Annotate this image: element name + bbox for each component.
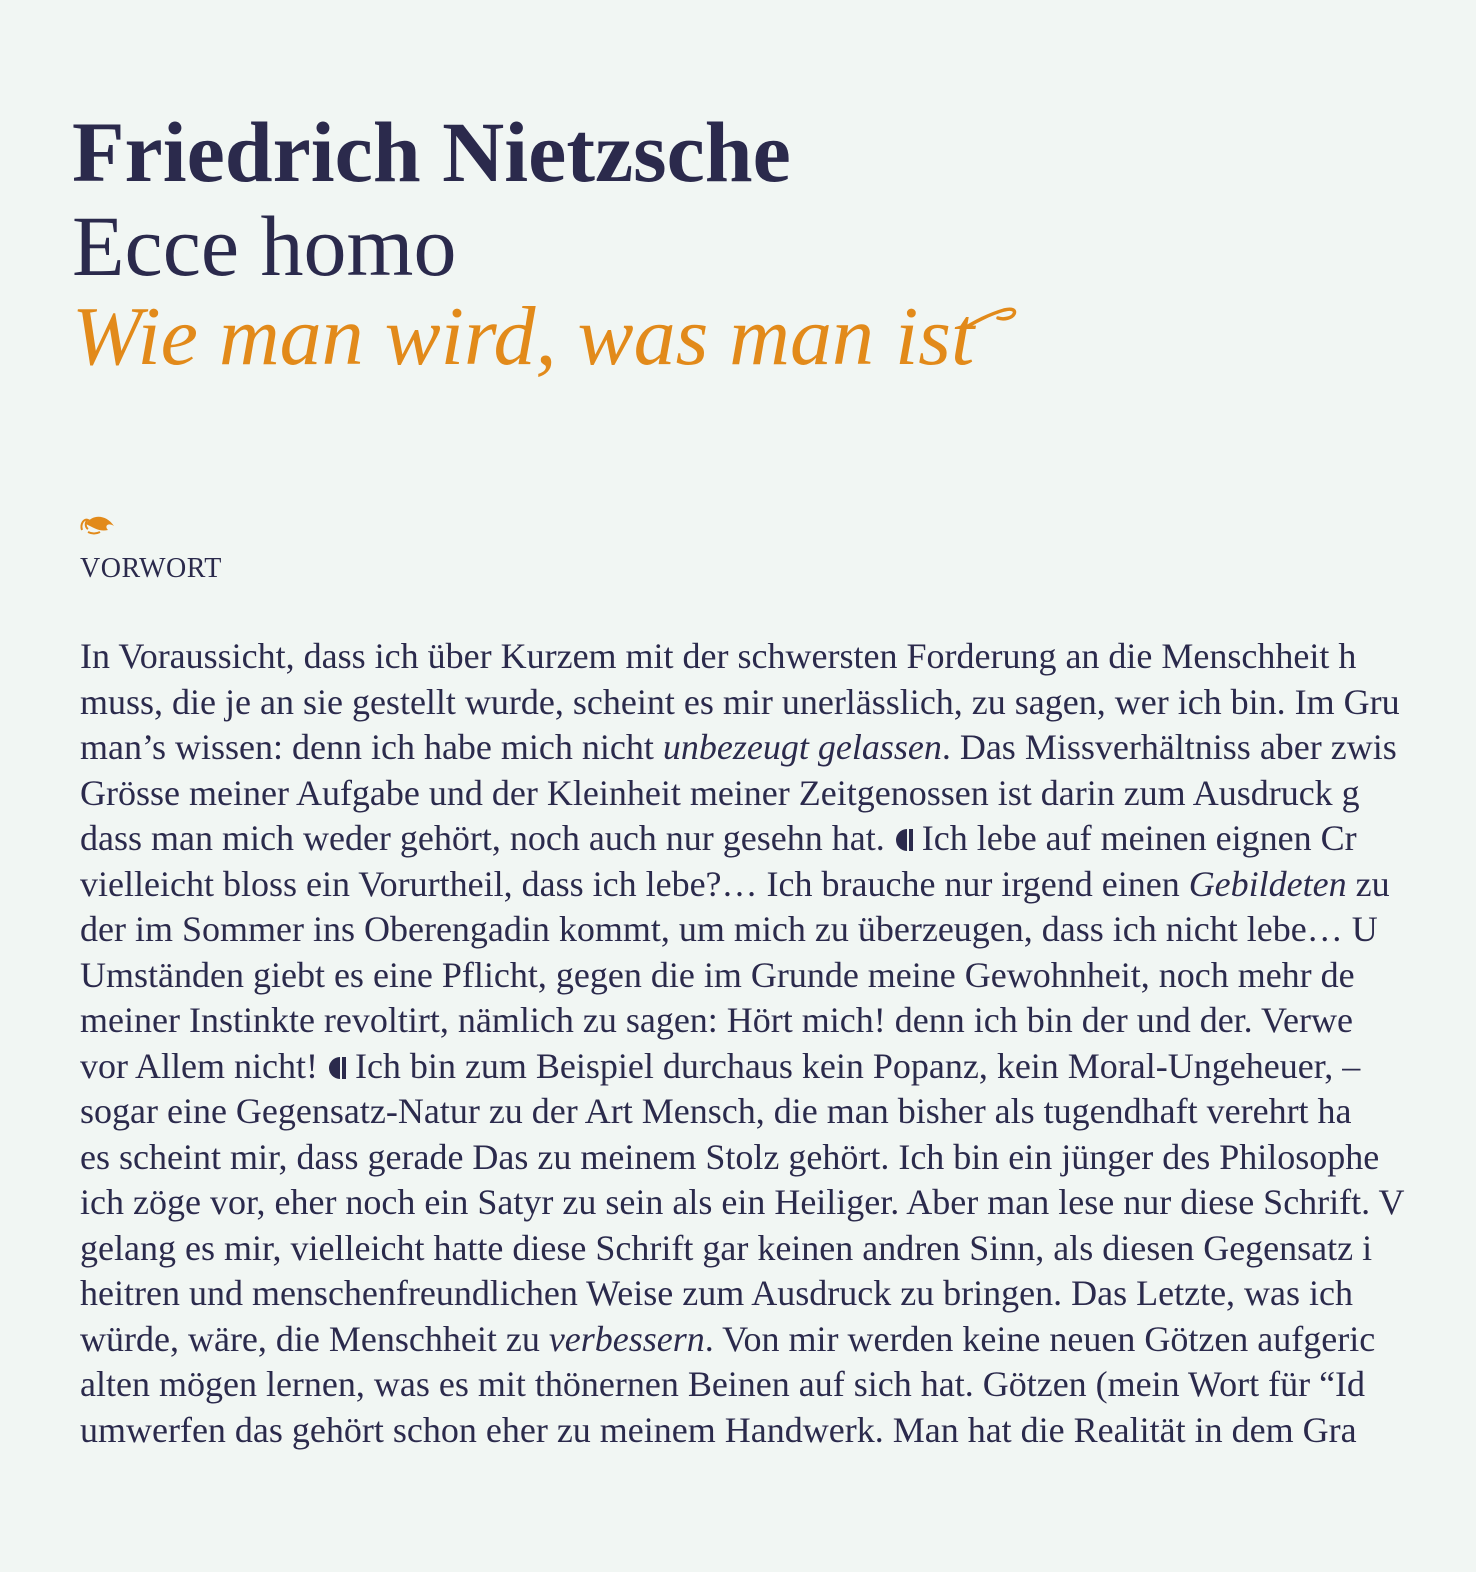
header xyxy=(72,104,974,382)
text-segment: . Von mir werden keine neuen Götzen aufgeric xyxy=(704,1318,1376,1359)
book-subtitle-text: Wie man wird, was man ist xyxy=(72,290,975,383)
text-line xyxy=(80,1135,1476,1181)
text-segment: heitren und menschenfreundlichen Weise zum Ausdruck zu bringen. Das Letzte, was ich xyxy=(80,1273,1354,1313)
text-line xyxy=(80,1362,1476,1408)
pilcrow-icon xyxy=(329,1055,351,1081)
text-line xyxy=(80,1180,1476,1226)
swash-flourish-icon xyxy=(960,300,1020,340)
text-segment: würde, wäre, die Menschheit zu xyxy=(80,1318,549,1359)
text-line xyxy=(80,816,1476,862)
text-segment: zu xyxy=(1346,863,1390,904)
text-segment: . Das Missverhältniss aber zwis xyxy=(941,727,1397,767)
text-segment: man’s wissen: denn ich habe mich nicht xyxy=(80,727,663,767)
book-subtitle xyxy=(72,292,974,382)
text-segment: vor Allem nicht! xyxy=(80,1045,327,1086)
book-title: Ecce homo xyxy=(72,198,457,294)
text-segment: gelang es mir, vielleicht hatte diese Schrift gar keinen andren Sinn, als diesen Gegensatz i xyxy=(80,1227,1373,1268)
emphasis-text: verbessern xyxy=(548,1318,705,1359)
text-line xyxy=(80,862,1476,908)
text-segment: sogar eine Gegensatz-Natur zu der Art Mensch, die man bisher als tugendhaft verehrt ha xyxy=(80,1091,1352,1131)
text-segment: Umständen giebt es eine Pflicht, gegen die im Grunde meine Gewohnheit, noch mehr de xyxy=(80,954,1355,995)
hedera-ornament-icon xyxy=(78,510,118,538)
text-line xyxy=(80,1089,1476,1135)
text-line xyxy=(80,680,1476,726)
body-text xyxy=(80,634,1476,1453)
text-segment: umwerfen das gehört schon eher zu meinem Handwerk. Man hat die Realität in dem Gra xyxy=(80,1409,1357,1450)
text-line xyxy=(80,1226,1476,1272)
text-segment: Grösse meiner Aufgabe und der Kleinheit meiner Zeitgenossen ist darin zum Ausdruck g xyxy=(80,772,1360,813)
pilcrow-icon xyxy=(896,827,918,853)
text-line xyxy=(80,634,1476,680)
author-name: Friedrich Nietzsche xyxy=(72,104,791,200)
text-segment: In Voraussicht, dass ich über Kurzem mit der schwersten Forderung an die Menschheit h xyxy=(80,636,1357,676)
text-line xyxy=(80,953,1476,999)
text-segment: muss, die je an sie gestellt wurde, scheint es mir unerlässlich, zu sagen, wer ich bin. Im Gru xyxy=(80,681,1400,722)
text-line xyxy=(80,1271,1476,1317)
text-segment: meiner Instinkte revoltirt, nämlich zu sagen: Hört mich! denn ich bin der und der. Verwe xyxy=(80,1000,1353,1040)
text-line xyxy=(80,998,1476,1044)
text-line xyxy=(80,907,1476,953)
section-heading: VORWORT xyxy=(80,553,222,584)
text-segment: es scheint mir, dass gerade Das zu meinem Stolz gehört. Ich bin ein jünger des Philosophe xyxy=(80,1136,1380,1177)
emphasis-text: Gebildeten xyxy=(1188,863,1347,904)
text-segment: der im Sommer ins Oberengadin kommt, um mich zu überzeugen, dass ich nicht lebe… U xyxy=(80,909,1378,949)
text-line xyxy=(80,725,1476,771)
text-line xyxy=(80,771,1476,817)
text-segment: alten mögen lernen, was es mit thönernen Beinen auf sich hat. Götzen (mein Wort für “Id xyxy=(80,1364,1366,1404)
text-line xyxy=(80,1317,1476,1363)
text-line xyxy=(80,1044,1476,1090)
text-segment: vielleicht bloss ein Vorurtheil, dass ich lebe?… Ich brauche nur irgend einen xyxy=(80,863,1189,904)
text-segment: ich zöge vor, eher noch ein Satyr zu sein als ein Heiliger. Aber man lese nur diese Schrift. V xyxy=(80,1182,1405,1222)
emphasis-text: unbezeugt gelassen xyxy=(662,727,942,767)
text-segment: Ich lebe auf meinen eignen Cr xyxy=(921,818,1357,858)
text-segment: dass man mich weder gehört, noch auch nur gesehn hat. xyxy=(80,818,894,858)
text-segment: Ich bin zum Beispiel durchaus kein Popanz, kein Moral-Ungeheuer, – xyxy=(354,1045,1361,1086)
text-line xyxy=(80,1408,1476,1454)
